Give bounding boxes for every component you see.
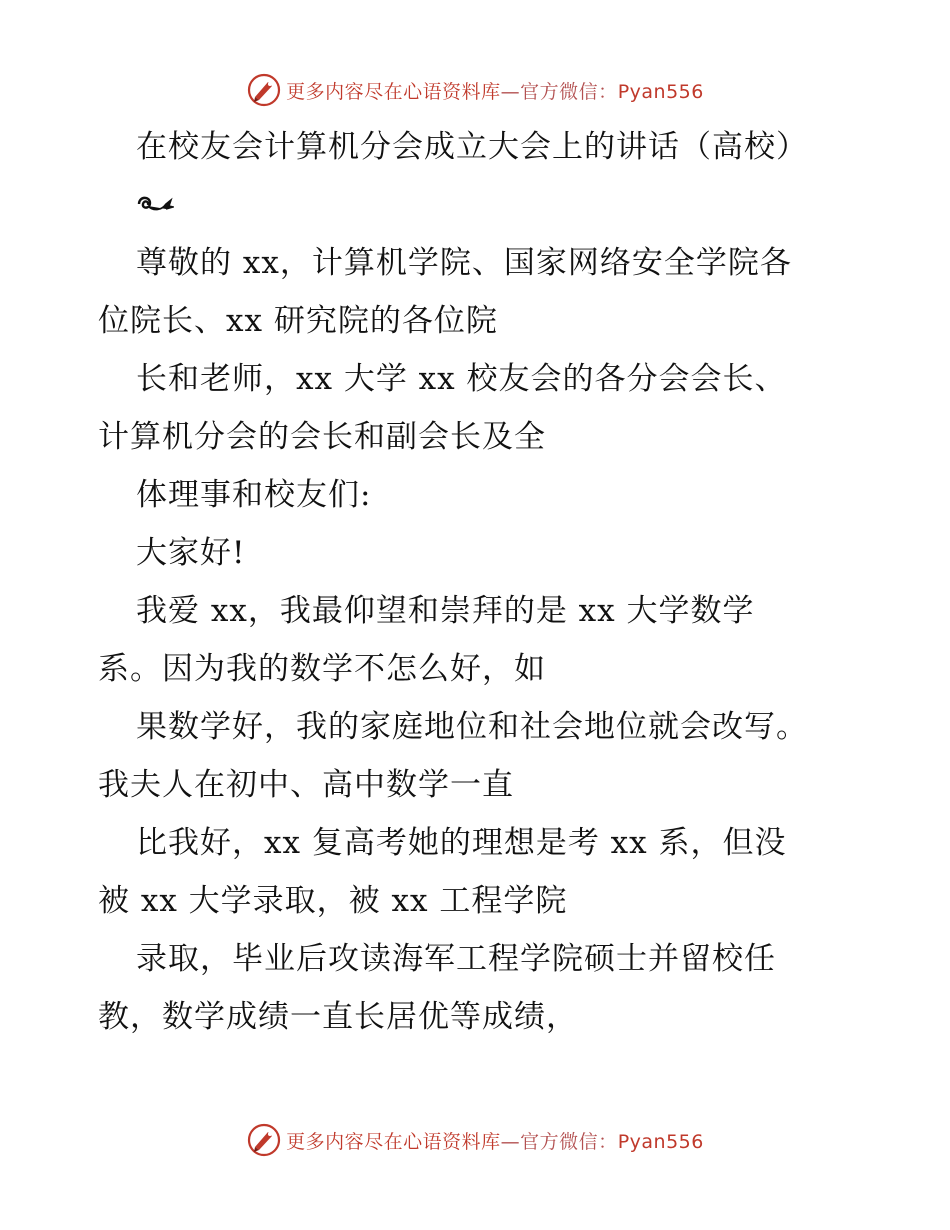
- paragraph-line: 长和老师，xx 大学 xx 校友会的各分会会长、: [136, 361, 787, 397]
- header-banner: [0, 70, 950, 110]
- document-title: 在校友会计算机分会成立大会上的讲话（高校）: [136, 129, 808, 165]
- banner-text: 更多内容尽在心语资料库—官方微信：Pyan556: [286, 1130, 704, 1153]
- paragraph-line: 计算机分会的会长和副会长及全: [98, 419, 546, 455]
- paragraph-line: 我爱 xx，我最仰望和崇拜的是 xx 大学数学: [136, 593, 755, 629]
- footer-banner: [0, 1120, 950, 1160]
- banner-text: 更多内容尽在心语资料库—官方微信：Pyan556: [286, 80, 704, 103]
- paragraph-line: 体理事和校友们:: [136, 477, 372, 513]
- document-body: [98, 118, 858, 1046]
- paragraph-line: 比我好，xx 复高考她的理想是考 xx 系，但没: [136, 825, 787, 861]
- paragraph-line: 尊敬的 xx，计算机学院、国家网络安全学院各: [136, 245, 792, 281]
- flourish-ornament-icon: [136, 192, 174, 218]
- paragraph-line: 被 xx 大学录取，被 xx 工程学院: [98, 883, 568, 919]
- paragraph-line: 大家好!: [136, 535, 246, 571]
- paragraph-line: 教，数学成绩一直长居优等成绩，: [98, 999, 578, 1035]
- paragraph-line: 我夫人在初中、高中数学一直: [98, 767, 514, 803]
- pen-logo-icon: [246, 72, 282, 108]
- paragraph-line: 录取，毕业后攻读海军工程学院硕士并留校任: [136, 941, 776, 977]
- paragraph-line: 果数学好，我的家庭地位和社会地位就会改写。: [136, 709, 808, 745]
- pen-logo-icon: [246, 1122, 282, 1158]
- title-ornament: [98, 176, 858, 234]
- paragraph-line: 位院长、xx 研究院的各位院: [98, 303, 498, 339]
- paragraph-line: 系。因为我的数学不怎么好，如: [98, 651, 546, 687]
